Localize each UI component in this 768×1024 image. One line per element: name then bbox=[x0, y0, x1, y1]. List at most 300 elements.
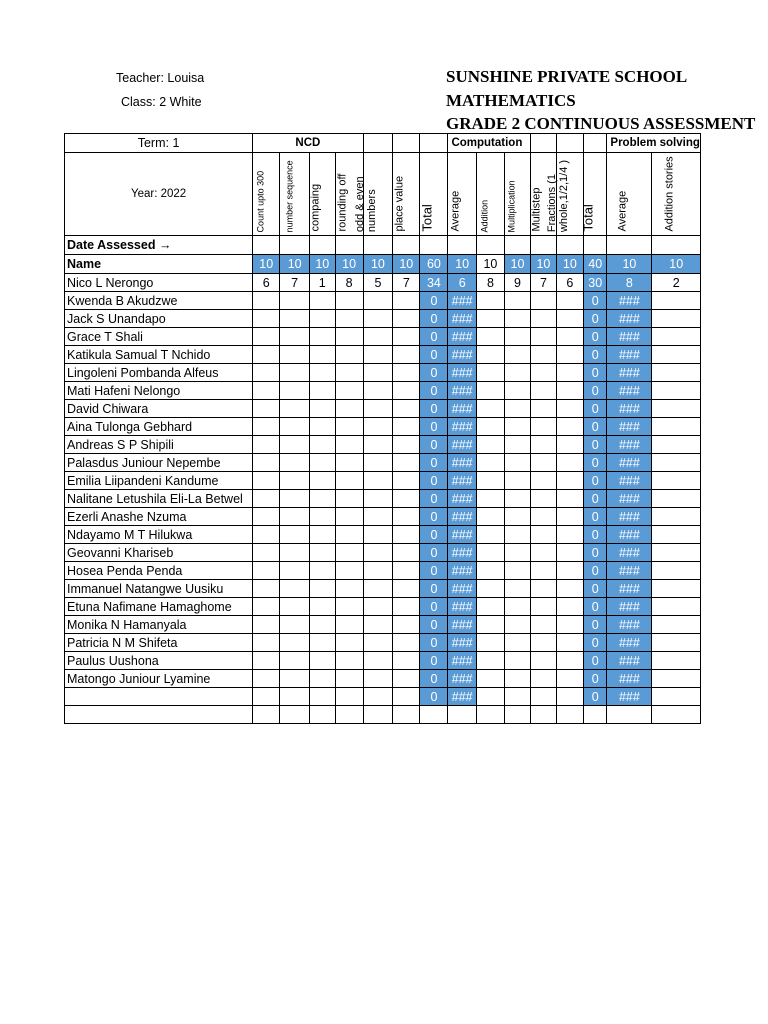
total-cell[interactable]: 0 bbox=[420, 508, 448, 526]
total-cell[interactable]: 0 bbox=[420, 544, 448, 562]
score-cell[interactable] bbox=[476, 310, 504, 328]
score-cell[interactable] bbox=[280, 454, 310, 472]
score-cell[interactable] bbox=[476, 670, 504, 688]
score-cell[interactable] bbox=[652, 634, 701, 652]
score-cell[interactable] bbox=[363, 616, 393, 634]
score-cell[interactable] bbox=[531, 526, 557, 544]
score-cell[interactable] bbox=[531, 670, 557, 688]
score-cell[interactable] bbox=[253, 310, 280, 328]
score-cell[interactable] bbox=[280, 400, 310, 418]
score-cell[interactable] bbox=[280, 310, 310, 328]
score-cell[interactable] bbox=[363, 436, 393, 454]
score-cell[interactable] bbox=[363, 598, 393, 616]
score-cell[interactable] bbox=[393, 310, 420, 328]
score-cell[interactable] bbox=[363, 292, 393, 310]
total-cell[interactable]: 0 bbox=[420, 490, 448, 508]
score-cell[interactable] bbox=[280, 616, 310, 634]
empty-cell[interactable] bbox=[531, 706, 557, 724]
score-cell[interactable] bbox=[652, 490, 701, 508]
max-mark-cell[interactable]: 10 bbox=[363, 255, 393, 274]
total-cell[interactable]: 0 bbox=[584, 472, 607, 490]
average-cell[interactable]: ### bbox=[607, 616, 652, 634]
score-cell[interactable] bbox=[556, 364, 583, 382]
score-cell[interactable] bbox=[504, 652, 530, 670]
score-cell[interactable] bbox=[531, 436, 557, 454]
score-cell[interactable] bbox=[335, 562, 363, 580]
score-cell[interactable] bbox=[652, 454, 701, 472]
total-cell[interactable]: 0 bbox=[420, 364, 448, 382]
score-cell[interactable] bbox=[335, 382, 363, 400]
score-cell[interactable] bbox=[309, 490, 335, 508]
score-cell[interactable] bbox=[253, 508, 280, 526]
max-mark-cell[interactable]: 10 bbox=[253, 255, 280, 274]
score-cell[interactable] bbox=[556, 688, 583, 706]
total-cell[interactable]: 0 bbox=[420, 688, 448, 706]
score-cell[interactable] bbox=[280, 364, 310, 382]
score-cell[interactable] bbox=[393, 544, 420, 562]
score-cell[interactable] bbox=[556, 292, 583, 310]
score-cell[interactable] bbox=[476, 544, 504, 562]
score-cell[interactable] bbox=[363, 400, 393, 418]
score-cell[interactable] bbox=[393, 634, 420, 652]
average-cell[interactable]: ### bbox=[607, 346, 652, 364]
score-cell[interactable]: 1 bbox=[309, 274, 335, 292]
score-cell[interactable] bbox=[253, 490, 280, 508]
average-cell[interactable]: ### bbox=[607, 580, 652, 598]
score-cell[interactable] bbox=[531, 688, 557, 706]
score-cell[interactable] bbox=[504, 328, 530, 346]
score-cell[interactable] bbox=[531, 508, 557, 526]
score-cell[interactable] bbox=[309, 634, 335, 652]
average-cell[interactable]: ### bbox=[607, 544, 652, 562]
max-mark-cell[interactable]: 10 bbox=[476, 255, 504, 274]
score-cell[interactable]: 6 bbox=[556, 274, 583, 292]
score-cell[interactable] bbox=[253, 454, 280, 472]
score-cell[interactable] bbox=[253, 562, 280, 580]
score-cell[interactable] bbox=[556, 346, 583, 364]
score-cell[interactable] bbox=[393, 580, 420, 598]
score-cell[interactable] bbox=[504, 598, 530, 616]
average-cell[interactable]: ### bbox=[448, 526, 476, 544]
score-cell[interactable] bbox=[280, 688, 310, 706]
score-cell[interactable] bbox=[393, 616, 420, 634]
score-cell[interactable] bbox=[476, 454, 504, 472]
score-cell[interactable] bbox=[363, 670, 393, 688]
score-cell[interactable] bbox=[476, 418, 504, 436]
max-mark-cell[interactable]: 10 bbox=[280, 255, 310, 274]
max-mark-cell[interactable]: 10 bbox=[335, 255, 363, 274]
score-cell[interactable] bbox=[309, 580, 335, 598]
average-cell[interactable]: ### bbox=[448, 292, 476, 310]
score-cell[interactable]: 8 bbox=[476, 274, 504, 292]
score-cell[interactable] bbox=[476, 436, 504, 454]
average-cell[interactable]: ### bbox=[607, 652, 652, 670]
score-cell[interactable] bbox=[652, 526, 701, 544]
score-cell[interactable] bbox=[652, 580, 701, 598]
score-cell[interactable] bbox=[531, 400, 557, 418]
average-cell[interactable]: ### bbox=[607, 292, 652, 310]
average-cell[interactable]: ### bbox=[448, 418, 476, 436]
total-cell[interactable]: 0 bbox=[420, 454, 448, 472]
score-cell[interactable]: 2 bbox=[652, 274, 701, 292]
empty-cell[interactable] bbox=[652, 706, 701, 724]
score-cell[interactable] bbox=[531, 364, 557, 382]
empty-cell[interactable] bbox=[309, 706, 335, 724]
average-cell[interactable]: ### bbox=[448, 670, 476, 688]
total-cell[interactable]: 0 bbox=[584, 454, 607, 472]
score-cell[interactable] bbox=[335, 346, 363, 364]
score-cell[interactable] bbox=[335, 418, 363, 436]
score-cell[interactable] bbox=[531, 454, 557, 472]
total-cell[interactable]: 0 bbox=[584, 616, 607, 634]
score-cell[interactable] bbox=[280, 418, 310, 436]
average-cell[interactable]: ### bbox=[448, 400, 476, 418]
score-cell[interactable] bbox=[556, 490, 583, 508]
score-cell[interactable] bbox=[393, 400, 420, 418]
max-mark-cell[interactable]: 40 bbox=[584, 255, 607, 274]
score-cell[interactable] bbox=[253, 580, 280, 598]
score-cell[interactable] bbox=[335, 292, 363, 310]
score-cell[interactable] bbox=[335, 670, 363, 688]
score-cell[interactable] bbox=[363, 490, 393, 508]
empty-cell[interactable] bbox=[476, 706, 504, 724]
total-cell[interactable]: 0 bbox=[584, 382, 607, 400]
score-cell[interactable] bbox=[280, 382, 310, 400]
score-cell[interactable] bbox=[335, 400, 363, 418]
score-cell[interactable] bbox=[309, 292, 335, 310]
score-cell[interactable] bbox=[309, 562, 335, 580]
score-cell[interactable] bbox=[504, 688, 530, 706]
score-cell[interactable] bbox=[531, 328, 557, 346]
average-cell[interactable]: ### bbox=[607, 328, 652, 346]
total-cell[interactable]: 0 bbox=[420, 616, 448, 634]
empty-cell[interactable] bbox=[607, 706, 652, 724]
score-cell[interactable] bbox=[476, 562, 504, 580]
total-cell[interactable]: 0 bbox=[420, 580, 448, 598]
score-cell[interactable] bbox=[652, 598, 701, 616]
score-cell[interactable] bbox=[504, 634, 530, 652]
score-cell[interactable] bbox=[253, 436, 280, 454]
score-cell[interactable] bbox=[476, 652, 504, 670]
average-cell[interactable]: ### bbox=[607, 472, 652, 490]
score-cell[interactable] bbox=[556, 328, 583, 346]
score-cell[interactable] bbox=[393, 364, 420, 382]
score-cell[interactable] bbox=[556, 472, 583, 490]
average-cell[interactable]: ### bbox=[607, 598, 652, 616]
score-cell[interactable] bbox=[280, 634, 310, 652]
score-cell[interactable] bbox=[531, 418, 557, 436]
score-cell[interactable] bbox=[335, 526, 363, 544]
average-cell[interactable]: ### bbox=[607, 688, 652, 706]
score-cell[interactable] bbox=[652, 310, 701, 328]
score-cell[interactable] bbox=[280, 292, 310, 310]
score-cell[interactable] bbox=[309, 652, 335, 670]
score-cell[interactable] bbox=[309, 544, 335, 562]
score-cell[interactable] bbox=[504, 544, 530, 562]
score-cell[interactable] bbox=[504, 580, 530, 598]
score-cell[interactable] bbox=[253, 526, 280, 544]
score-cell[interactable] bbox=[652, 508, 701, 526]
score-cell[interactable] bbox=[253, 382, 280, 400]
total-cell[interactable]: 0 bbox=[584, 652, 607, 670]
score-cell[interactable] bbox=[556, 670, 583, 688]
score-cell[interactable] bbox=[504, 364, 530, 382]
score-cell[interactable] bbox=[504, 508, 530, 526]
score-cell[interactable] bbox=[504, 418, 530, 436]
score-cell[interactable] bbox=[309, 526, 335, 544]
empty-cell[interactable] bbox=[448, 706, 476, 724]
score-cell[interactable] bbox=[556, 598, 583, 616]
score-cell[interactable] bbox=[253, 472, 280, 490]
score-cell[interactable] bbox=[652, 364, 701, 382]
score-cell[interactable] bbox=[393, 472, 420, 490]
score-cell[interactable] bbox=[504, 436, 530, 454]
score-cell[interactable] bbox=[504, 490, 530, 508]
score-cell[interactable]: 6 bbox=[253, 274, 280, 292]
score-cell[interactable] bbox=[363, 526, 393, 544]
score-cell[interactable] bbox=[531, 382, 557, 400]
score-cell[interactable] bbox=[393, 652, 420, 670]
score-cell[interactable] bbox=[309, 310, 335, 328]
score-cell[interactable] bbox=[393, 382, 420, 400]
score-cell[interactable] bbox=[335, 616, 363, 634]
score-cell[interactable]: 5 bbox=[363, 274, 393, 292]
score-cell[interactable] bbox=[393, 328, 420, 346]
average-cell[interactable]: ### bbox=[448, 652, 476, 670]
score-cell[interactable] bbox=[363, 364, 393, 382]
total-cell[interactable]: 0 bbox=[584, 670, 607, 688]
score-cell[interactable] bbox=[280, 580, 310, 598]
score-cell[interactable] bbox=[652, 292, 701, 310]
total-cell[interactable]: 0 bbox=[420, 562, 448, 580]
empty-cell[interactable] bbox=[363, 706, 393, 724]
max-mark-cell[interactable]: 10 bbox=[393, 255, 420, 274]
score-cell[interactable] bbox=[393, 526, 420, 544]
total-cell[interactable]: 0 bbox=[420, 400, 448, 418]
total-cell[interactable]: 0 bbox=[420, 652, 448, 670]
score-cell[interactable] bbox=[531, 292, 557, 310]
total-cell[interactable]: 0 bbox=[584, 310, 607, 328]
total-cell[interactable]: 0 bbox=[584, 580, 607, 598]
score-cell[interactable] bbox=[253, 328, 280, 346]
score-cell[interactable] bbox=[280, 490, 310, 508]
score-cell[interactable]: 34 bbox=[420, 274, 448, 292]
score-cell[interactable] bbox=[556, 436, 583, 454]
score-cell[interactable] bbox=[335, 634, 363, 652]
score-cell[interactable] bbox=[556, 616, 583, 634]
average-cell[interactable]: ### bbox=[448, 598, 476, 616]
total-cell[interactable]: 0 bbox=[584, 328, 607, 346]
score-cell[interactable] bbox=[476, 328, 504, 346]
score-cell[interactable] bbox=[309, 598, 335, 616]
score-cell[interactable] bbox=[309, 454, 335, 472]
score-cell[interactable] bbox=[335, 310, 363, 328]
score-cell[interactable] bbox=[363, 580, 393, 598]
score-cell[interactable]: 6 bbox=[448, 274, 476, 292]
average-cell[interactable]: ### bbox=[448, 328, 476, 346]
score-cell[interactable]: 8 bbox=[607, 274, 652, 292]
score-cell[interactable] bbox=[393, 562, 420, 580]
empty-cell[interactable] bbox=[65, 706, 253, 724]
score-cell[interactable] bbox=[652, 418, 701, 436]
average-cell[interactable]: ### bbox=[607, 400, 652, 418]
total-cell[interactable]: 0 bbox=[420, 670, 448, 688]
average-cell[interactable]: ### bbox=[448, 490, 476, 508]
score-cell[interactable] bbox=[531, 562, 557, 580]
score-cell[interactable] bbox=[531, 346, 557, 364]
score-cell[interactable] bbox=[556, 418, 583, 436]
score-cell[interactable] bbox=[504, 454, 530, 472]
score-cell[interactable] bbox=[309, 382, 335, 400]
score-cell[interactable] bbox=[253, 652, 280, 670]
total-cell[interactable]: 0 bbox=[584, 688, 607, 706]
score-cell[interactable] bbox=[531, 652, 557, 670]
score-cell[interactable] bbox=[652, 562, 701, 580]
average-cell[interactable]: ### bbox=[448, 544, 476, 562]
total-cell[interactable]: 0 bbox=[584, 292, 607, 310]
score-cell[interactable] bbox=[280, 526, 310, 544]
score-cell[interactable] bbox=[393, 346, 420, 364]
score-cell[interactable] bbox=[280, 544, 310, 562]
total-cell[interactable]: 0 bbox=[420, 634, 448, 652]
average-cell[interactable]: ### bbox=[607, 436, 652, 454]
max-mark-cell[interactable]: 10 bbox=[652, 255, 701, 274]
total-cell[interactable]: 0 bbox=[584, 346, 607, 364]
score-cell[interactable] bbox=[309, 328, 335, 346]
total-cell[interactable]: 0 bbox=[420, 418, 448, 436]
score-cell[interactable] bbox=[280, 652, 310, 670]
average-cell[interactable]: ### bbox=[607, 364, 652, 382]
empty-cell[interactable] bbox=[584, 706, 607, 724]
score-cell[interactable] bbox=[556, 382, 583, 400]
score-cell[interactable] bbox=[335, 364, 363, 382]
score-cell[interactable] bbox=[476, 364, 504, 382]
total-cell[interactable]: 0 bbox=[420, 598, 448, 616]
score-cell[interactable] bbox=[253, 400, 280, 418]
score-cell[interactable] bbox=[309, 364, 335, 382]
total-cell[interactable]: 0 bbox=[420, 526, 448, 544]
score-cell[interactable] bbox=[531, 472, 557, 490]
score-cell[interactable] bbox=[363, 652, 393, 670]
score-cell[interactable] bbox=[652, 346, 701, 364]
score-cell[interactable] bbox=[335, 652, 363, 670]
score-cell[interactable] bbox=[280, 670, 310, 688]
score-cell[interactable] bbox=[335, 508, 363, 526]
total-cell[interactable]: 0 bbox=[584, 526, 607, 544]
score-cell[interactable]: 9 bbox=[504, 274, 530, 292]
score-cell[interactable] bbox=[556, 454, 583, 472]
total-cell[interactable]: 0 bbox=[420, 328, 448, 346]
score-cell[interactable] bbox=[363, 454, 393, 472]
score-cell[interactable] bbox=[280, 562, 310, 580]
score-cell[interactable] bbox=[309, 346, 335, 364]
score-cell[interactable] bbox=[652, 472, 701, 490]
average-cell[interactable]: ### bbox=[607, 634, 652, 652]
average-cell[interactable]: ### bbox=[448, 688, 476, 706]
total-cell[interactable]: 0 bbox=[420, 382, 448, 400]
score-cell[interactable] bbox=[556, 544, 583, 562]
score-cell[interactable] bbox=[309, 508, 335, 526]
score-cell[interactable] bbox=[280, 508, 310, 526]
score-cell[interactable] bbox=[335, 490, 363, 508]
score-cell[interactable] bbox=[556, 508, 583, 526]
score-cell[interactable] bbox=[476, 382, 504, 400]
score-cell[interactable] bbox=[476, 346, 504, 364]
score-cell[interactable] bbox=[476, 580, 504, 598]
average-cell[interactable]: ### bbox=[607, 490, 652, 508]
score-cell[interactable]: 7 bbox=[531, 274, 557, 292]
score-cell[interactable] bbox=[335, 454, 363, 472]
score-cell[interactable]: 8 bbox=[335, 274, 363, 292]
score-cell[interactable] bbox=[363, 688, 393, 706]
empty-cell[interactable] bbox=[335, 706, 363, 724]
empty-cell[interactable] bbox=[504, 706, 530, 724]
max-mark-cell[interactable]: 10 bbox=[531, 255, 557, 274]
total-cell[interactable]: 0 bbox=[420, 310, 448, 328]
total-cell[interactable]: 0 bbox=[584, 508, 607, 526]
score-cell[interactable] bbox=[652, 616, 701, 634]
score-cell[interactable] bbox=[531, 544, 557, 562]
average-cell[interactable]: ### bbox=[607, 670, 652, 688]
empty-cell[interactable] bbox=[556, 706, 583, 724]
max-mark-cell[interactable]: 10 bbox=[448, 255, 476, 274]
max-mark-cell[interactable]: 60 bbox=[420, 255, 448, 274]
score-cell[interactable] bbox=[652, 544, 701, 562]
score-cell[interactable] bbox=[253, 598, 280, 616]
score-cell[interactable] bbox=[393, 670, 420, 688]
score-cell[interactable] bbox=[309, 400, 335, 418]
score-cell[interactable] bbox=[393, 292, 420, 310]
score-cell[interactable] bbox=[335, 688, 363, 706]
score-cell[interactable] bbox=[476, 490, 504, 508]
score-cell[interactable] bbox=[253, 292, 280, 310]
total-cell[interactable]: 0 bbox=[584, 634, 607, 652]
score-cell[interactable] bbox=[363, 310, 393, 328]
empty-cell[interactable] bbox=[253, 706, 280, 724]
score-cell[interactable] bbox=[652, 670, 701, 688]
score-cell[interactable] bbox=[504, 292, 530, 310]
score-cell[interactable] bbox=[652, 328, 701, 346]
score-cell[interactable] bbox=[280, 346, 310, 364]
score-cell[interactable] bbox=[393, 598, 420, 616]
average-cell[interactable]: ### bbox=[607, 382, 652, 400]
score-cell[interactable] bbox=[363, 418, 393, 436]
score-cell[interactable] bbox=[393, 436, 420, 454]
score-cell[interactable] bbox=[504, 382, 530, 400]
average-cell[interactable]: ### bbox=[448, 616, 476, 634]
average-cell[interactable]: ### bbox=[607, 508, 652, 526]
score-cell[interactable] bbox=[531, 490, 557, 508]
score-cell[interactable] bbox=[476, 616, 504, 634]
empty-cell[interactable] bbox=[393, 706, 420, 724]
score-cell[interactable] bbox=[531, 310, 557, 328]
score-cell[interactable] bbox=[253, 418, 280, 436]
score-cell[interactable] bbox=[652, 436, 701, 454]
score-cell[interactable]: 7 bbox=[393, 274, 420, 292]
score-cell[interactable] bbox=[504, 472, 530, 490]
score-cell[interactable] bbox=[280, 598, 310, 616]
score-cell[interactable] bbox=[253, 616, 280, 634]
score-cell[interactable] bbox=[504, 670, 530, 688]
score-cell[interactable] bbox=[363, 346, 393, 364]
score-cell[interactable] bbox=[504, 346, 530, 364]
total-cell[interactable]: 0 bbox=[420, 346, 448, 364]
score-cell[interactable] bbox=[556, 562, 583, 580]
score-cell[interactable] bbox=[253, 364, 280, 382]
total-cell[interactable]: 0 bbox=[584, 544, 607, 562]
score-cell[interactable] bbox=[393, 454, 420, 472]
score-cell[interactable] bbox=[504, 616, 530, 634]
